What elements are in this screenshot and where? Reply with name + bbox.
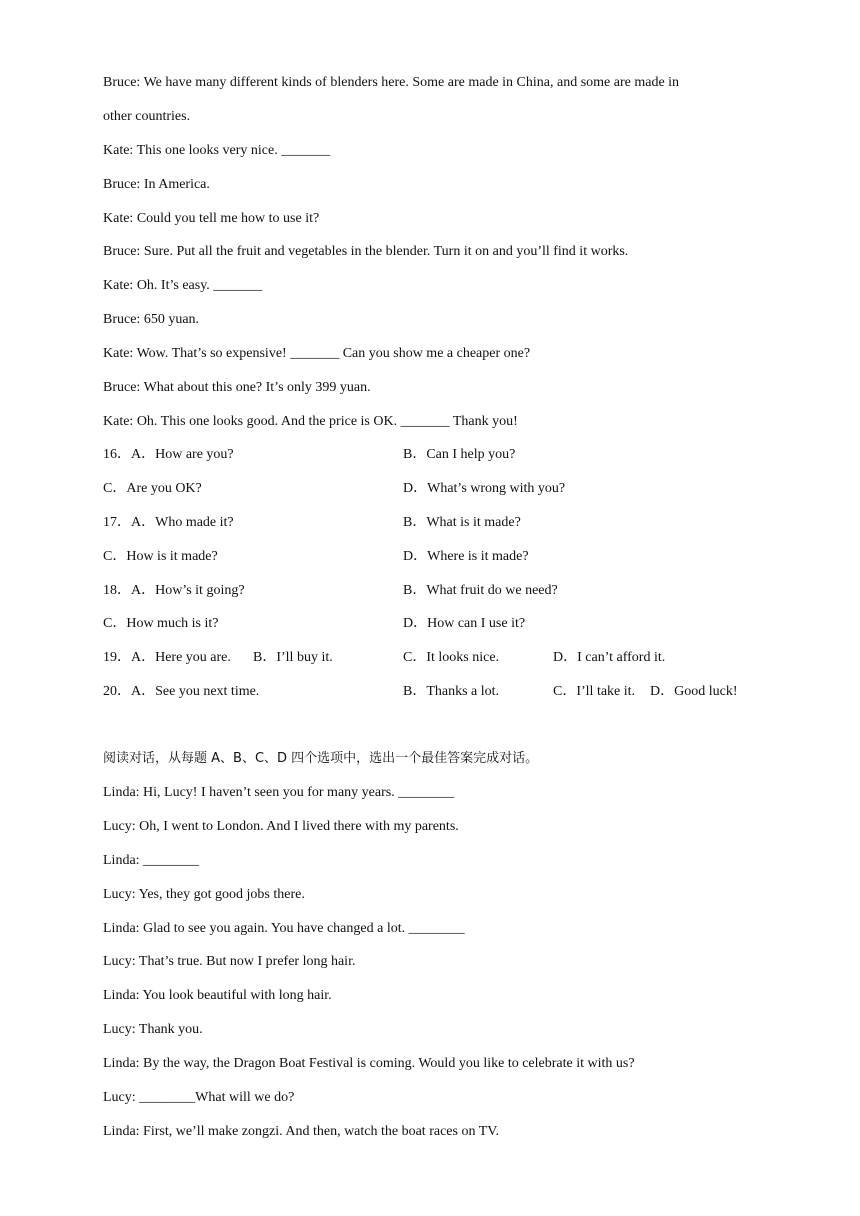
- q16-option-d: D．What’s wrong with you?: [403, 481, 566, 496]
- dialogue-line: Lucy: Oh, I went to London. And I lived there with my parents.: [103, 819, 459, 834]
- dialogue-line: Linda: By the way, the Dragon Boat Festival is coming. Would you like to celebrate it with us?: [103, 1056, 635, 1071]
- q19-option-c: C．It looks nice.: [403, 650, 500, 665]
- dialogue-line: Linda: Glad to see you again. You have changed a lot. ________: [103, 921, 465, 936]
- dialogue-line: Lucy: Yes, they got good jobs there.: [103, 887, 305, 902]
- q20-option-c: C．I’ll take it.: [553, 684, 636, 699]
- q20-option-d: D．Good luck!: [650, 684, 738, 699]
- q16-option-c: C．Are you OK?: [103, 481, 202, 496]
- q16-option-a: 16．A．How are you?: [103, 447, 234, 462]
- dialogue-line: Linda: You look beautiful with long hair.: [103, 988, 332, 1003]
- q17-option-c: C．How is it made?: [103, 549, 218, 564]
- dialogue-line: Kate: Could you tell me how to use it?: [103, 211, 320, 226]
- dialogue-line: Kate: This one looks very nice. _______: [103, 143, 331, 158]
- q19-option-a: 19．A．Here you are.: [103, 650, 231, 665]
- dialogue-line: Bruce: In America.: [103, 177, 210, 192]
- q17-option-d: D．Where is it made?: [403, 549, 529, 564]
- q17-option-a: 17．A．Who made it?: [103, 515, 234, 530]
- dialogue-line: Kate: Wow. That’s so expensive! _______ Can you show me a cheaper one?: [103, 346, 531, 361]
- dialogue-line: Lucy: Thank you.: [103, 1022, 203, 1037]
- section-instruction: 阅读对话，从每题 A、B、C、D 四个选项中，选出一个最佳答案完成对话。: [103, 751, 539, 766]
- q20-option-b: B．Thanks a lot.: [403, 684, 500, 699]
- q18-option-d: D．How can I use it?: [403, 616, 526, 631]
- q16-option-b: B．Can I help you?: [403, 447, 516, 462]
- dialogue-line: Bruce: What about this one? It’s only 399 yuan.: [103, 380, 371, 395]
- q18-option-c: C．How much is it?: [103, 616, 219, 631]
- dialogue-line: Lucy: That’s true. But now I prefer long hair.: [103, 954, 356, 969]
- q20-option-a: 20．A．See you next time.: [103, 684, 260, 699]
- q19-option-d: D．I can’t afford it.: [553, 650, 666, 665]
- dialogue-line: Bruce: Sure. Put all the fruit and vegetables in the blender. Turn it on and you’ll find it works.: [103, 244, 629, 259]
- q18-option-a: 18．A．How’s it going?: [103, 583, 245, 598]
- q19-option-b: B．I’ll buy it.: [253, 650, 333, 665]
- dialogue-line: Kate: Oh. It’s easy. _______: [103, 278, 263, 293]
- dialogue-line: Linda: ________: [103, 853, 200, 868]
- q18-option-b: B．What fruit do we need?: [403, 583, 558, 598]
- dialogue-line: Linda: First, we’ll make zongzi. And then, watch the boat races on TV.: [103, 1124, 500, 1139]
- dialogue-line: Bruce: We have many different kinds of blenders here. Some are made in China, and some are made in: [103, 75, 680, 90]
- dialogue-line: Kate: Oh. This one looks good. And the price is OK. _______ Thank you!: [103, 414, 518, 429]
- dialogue-line: other countries.: [103, 109, 191, 124]
- dialogue-line: Linda: Hi, Lucy! I haven’t seen you for many years. ________: [103, 785, 455, 800]
- dialogue-line: Bruce: 650 yuan.: [103, 312, 200, 327]
- q17-option-b: B．What is it made?: [403, 515, 521, 530]
- dialogue-line: Lucy: ________What will we do?: [103, 1090, 295, 1105]
